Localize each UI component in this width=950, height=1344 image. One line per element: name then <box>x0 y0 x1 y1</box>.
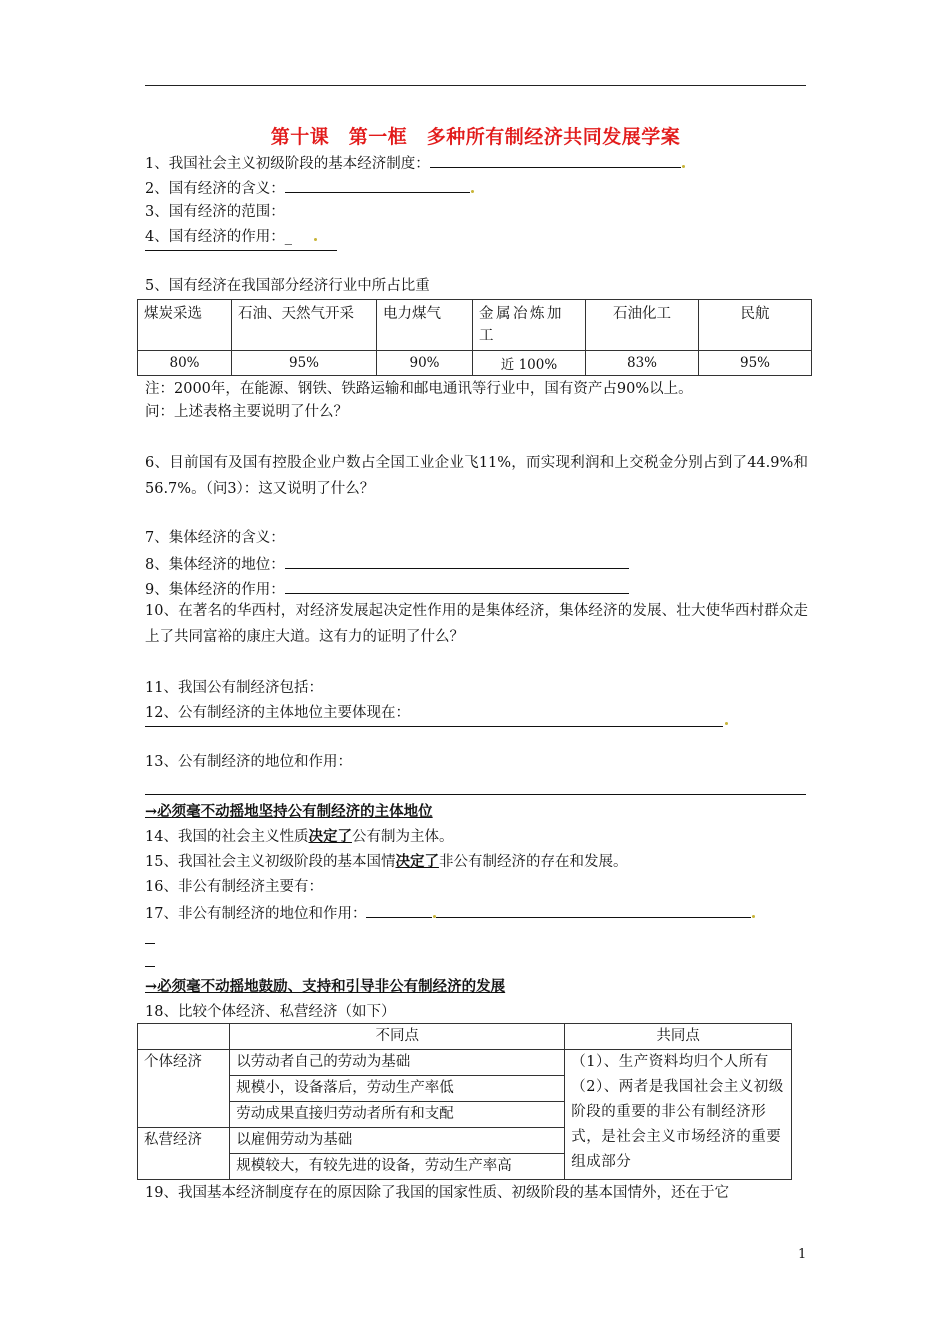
question-7: 7、集体经济的含义： <box>145 530 285 546</box>
question-2: 2、国有经济的含义： <box>145 178 474 198</box>
conclusion-public-ownership: →必须毫不动摇地坚持公有制经济的主体地位 <box>145 803 433 820</box>
page-number: 1 <box>798 1247 807 1262</box>
row-label-individual: 个体经济 <box>138 1050 230 1128</box>
header-rule <box>145 85 806 86</box>
common-points: （1）、生产资料均归个人所有（2）、两者是我国社会主义初级阶段的重要的非公有制经济形式，是社会主义市场经济的重要组成部分 <box>565 1050 792 1180</box>
question-1: 1、我国社会主义初级阶段的基本经济制度： <box>145 153 685 173</box>
state-economy-share-table <box>137 299 812 376</box>
question-19: 19、我国基本经济制度存在的原因除了我国的国家性质、初级阶段的基本国情外，还在于它 <box>145 1185 729 1201</box>
question-9: 9、集体经济的作用： <box>145 579 629 599</box>
question-16: 16、非公有制经济主要有： <box>145 879 323 895</box>
table-cell: 近 100% <box>473 351 586 376</box>
answer-blank[interactable] <box>285 579 629 594</box>
table-cell: 95% <box>699 351 812 376</box>
question-13: 13、公有制经济的地位和作用： <box>145 754 352 770</box>
table-header: 电力煤气 <box>377 300 473 351</box>
table-question: 问：上述表格主要说明了什么？ <box>145 404 348 420</box>
table-cell: 劳动成果直接归劳动者所有和支配 <box>230 1102 565 1128</box>
table-cell: 95% <box>232 351 377 376</box>
table-header: 不同点 <box>230 1024 565 1050</box>
question-11: 11、我国公有制经济包括： <box>145 680 323 696</box>
answer-blank[interactable] <box>436 903 751 918</box>
table-header: 石油、天然气开采 <box>232 300 377 351</box>
question-14: 14、我国的社会主义性质决定了公有制为主体。 <box>145 828 454 845</box>
table-header: 共同点 <box>565 1024 792 1050</box>
question-17: 17、非公有制经济的地位和作用： <box>145 903 755 923</box>
table-cell: 80% <box>138 351 232 376</box>
question-5: 5、国有经济在我国部分经济行业中所占比重 <box>145 278 430 294</box>
economy-comparison-table <box>137 1023 792 1180</box>
table-header: 石油化工 <box>586 300 699 351</box>
answer-line[interactable] <box>145 250 337 251</box>
question-6: 6、目前国有及国有控股企业户数占全国工业企业飞11%，而实现利润和上交税金分别占到了44.9%和56.7%。（问3）：这又说明了什么？ <box>145 455 808 497</box>
answer-blank[interactable] <box>285 554 629 569</box>
question-10: 10、在著名的华西村，对经济发展起决定性作用的是集体经济，集体经济的发展、壮大使华西村群众走上了共同富裕的康庄大道。这有力的证明了什么？ <box>145 603 808 645</box>
question-18: 18、比较个体经济、私营经济（如下） <box>145 1004 396 1020</box>
table-header: 煤炭采选 <box>138 300 232 351</box>
answer-blank[interactable] <box>430 153 681 168</box>
question-15: 15、我国社会主义初级阶段的基本国情决定了非公有制经济的存在和发展。 <box>145 853 628 870</box>
answer-blank[interactable] <box>285 178 470 193</box>
question-3: 3、国有经济的范围： <box>145 204 285 220</box>
table-note: 注：2000年，在能源、钢铁、铁路运输和邮电通讯等行业中，国有资产占90%以上。 <box>145 381 693 397</box>
table-cell: 规模小，设备落后，劳动生产率低 <box>230 1076 565 1102</box>
table-header: 民航 <box>699 300 812 351</box>
answer-line[interactable] <box>145 794 806 795</box>
question-12: 12、公有制经济的主体地位主要体现在： <box>145 705 410 721</box>
table-cell: 以劳动者自己的劳动为基础 <box>230 1050 565 1076</box>
question-8: 8、集体经济的地位： <box>145 554 629 574</box>
table-cell: 以雇佣劳动为基础 <box>230 1128 565 1154</box>
page-title: 第十课 第一框 多种所有制经济共同发展学案 <box>270 126 681 148</box>
question-4: 4、国有经济的作用：_ <box>145 228 317 246</box>
table-cell: 83% <box>586 351 699 376</box>
table-cell: 规模较大，有较先进的设备，劳动生产率高 <box>230 1154 565 1180</box>
table-header: 金属冶炼加工 <box>473 300 586 351</box>
conclusion-non-public-ownership: →必须毫不动摇地鼓励、支持和引导非公有制经济的发展 <box>145 978 506 995</box>
answer-line[interactable] <box>145 726 723 727</box>
row-label-private: 私营经济 <box>138 1128 230 1180</box>
answer-blank[interactable] <box>366 903 432 918</box>
table-cell: 90% <box>377 351 473 376</box>
